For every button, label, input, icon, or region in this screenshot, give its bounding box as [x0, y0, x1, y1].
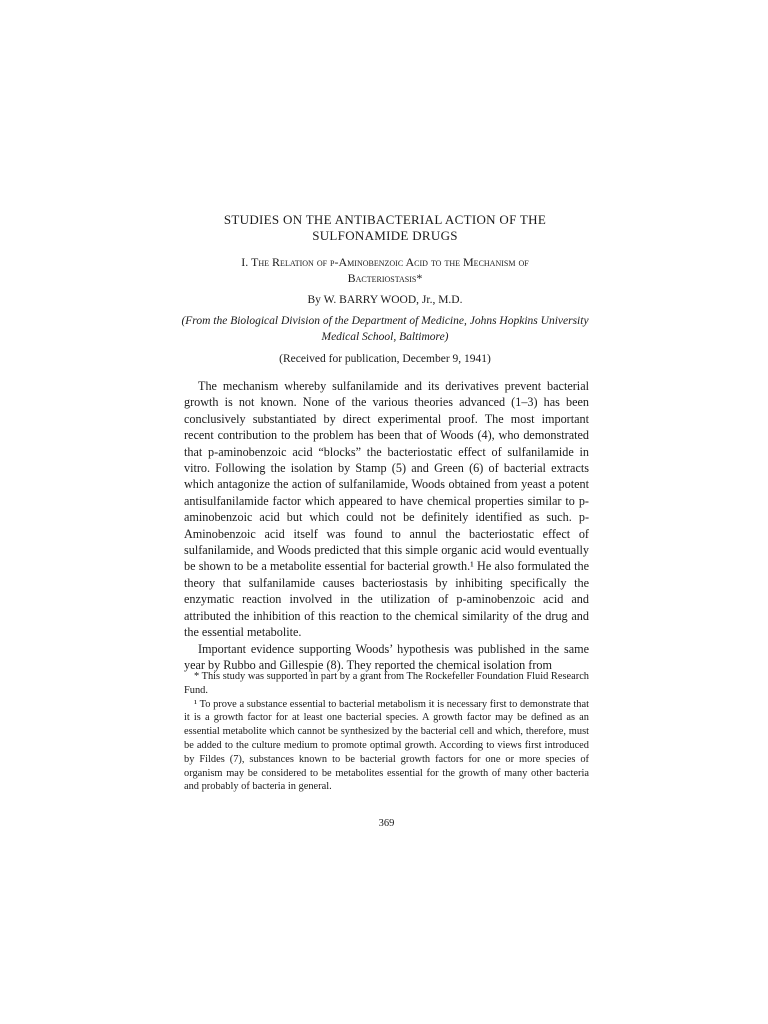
footnotes [184, 670, 589, 794]
subtitle-line-2: Bacteriostasis* [347, 271, 423, 285]
affiliation-line-2: Medical School, Baltimore) [321, 331, 449, 343]
footnote-1: ¹ To prove a substance essential to bacterial metabolism it is necessary first to demonstrate that it is a growth factor for at least one bacterial species. A growth factor may be defined as an essential metabolite which cannot be synthesized by the bacterial cell and which, therefore, must be added to the culture medium to promote optimal growth. According to views first introduced by Fildes (7), substances known to be bacterial growth factors for one or more species of organism may be considered to be metabolites essential for the growth of many other bacteria and probably of bacteria in general. [184, 698, 589, 793]
affiliation [175, 313, 595, 345]
author-line: By W. BARRY WOOD, Jr., M.D. [307, 294, 463, 306]
title-line-1: STUDIES ON THE ANTIBACTERIAL ACTION OF THE [223, 212, 547, 227]
subtitle-line-1: I. The Relation of p-Aminobenzoic Acid to the Mechanism of [241, 255, 529, 269]
article-subtitle [175, 254, 595, 286]
article-title [185, 212, 585, 244]
title-line-2: SULFONAMIDE DRUGS [312, 228, 458, 243]
page-number: 369 [378, 818, 395, 829]
article-body [184, 378, 589, 673]
affiliation-line-1: (From the Biological Division of the Department of Medicine, Johns Hopkins University [181, 315, 589, 327]
body-paragraph-2: Important evidence supporting Woods’ hypothesis was published in the same year by Rubbo and Gillespie (8). They reported the chemical isolation from [184, 641, 589, 672]
received-date: (Received for publication, December 9, 1941) [279, 353, 491, 365]
footnote-funding: * This study was supported in part by a grant from The Rockefeller Foundation Fluid Research Fund. [184, 671, 589, 696]
body-paragraph-1: The mechanism whereby sulfanilamide and its derivatives prevent bacterial growth is not known. None of the various theories advanced (1–3) has been conclusively substantiated by direct experimental proof. The most important recent contribution to the problem has been that of Woods (4), who demonstrated that p-aminobenzoic acid “blocks” the bacteriostatic effect of sulfanilamide in vitro. Following the isolation by Stamp (5) and Green (6) of bacterial extracts which antagonize the action of sulfanilamide, Woods obtained from yeast a potent antisulfanilamide factor which appeared to have chemical properties similar to p-aminobenzoic acid but which could not be definitely identified as such. p-Aminobenzoic acid itself was found to annul the bacteriostatic effect of sulfanilamide, and Woods predicted that this simple organic acid would eventually be shown to be a metabolite essential for bacterial growth.¹ He also formulated the theory that sulfanilamide causes bacteriostasis by inhibiting specifically the enzymatic reaction involved in the utilization of p-aminobenzoic acid and attributed the inhibition of this reaction to the chemical similarity of the drug and the essential metabolite. [184, 379, 589, 640]
